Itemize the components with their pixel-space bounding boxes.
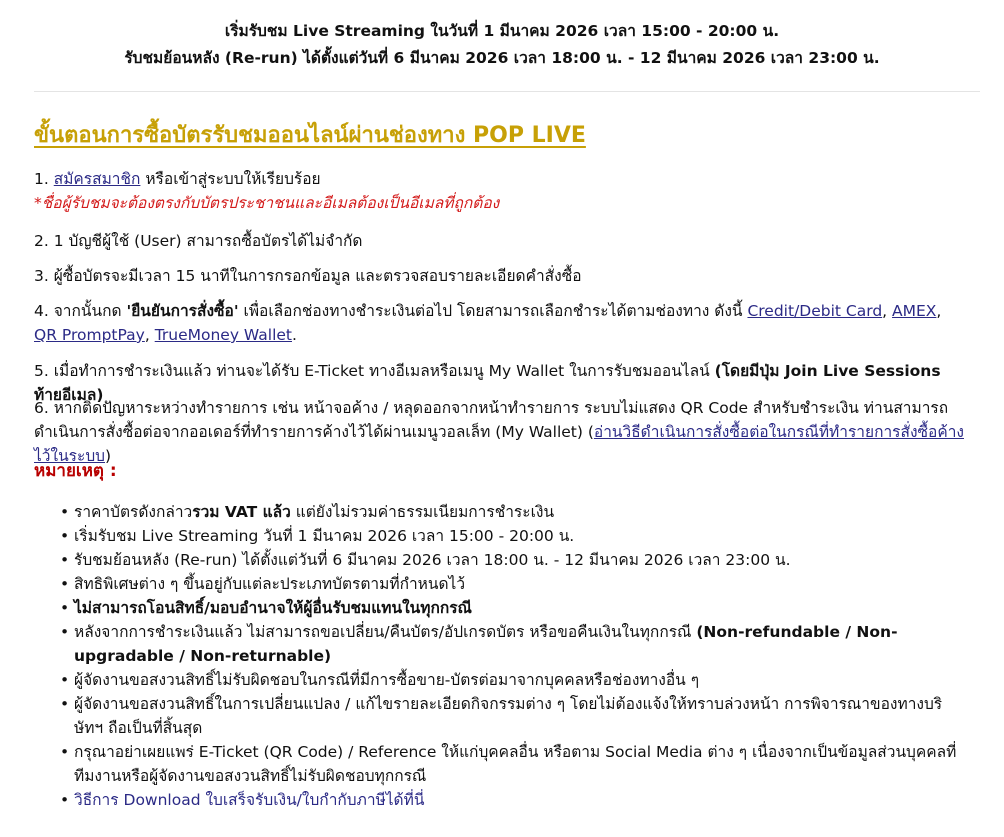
- step-6: [34, 396, 969, 468]
- note-third-party: • ผู้จัดงานขอสงวนสิทธิ์ไม่รับผิดชอบในกรณีที่มีการซื้อขาย-บัตรต่อมาจากบุคคลหรือช่องทางอื่น ๆ: [60, 668, 965, 692]
- live-schedule-line: เริ่มรับชม Live Streaming ในวันที่ 1 มีนาคม 2026 เวลา 15:00 - 20:00 น.: [224, 22, 780, 40]
- non-refundable-label: (Non-refundable / Non-upgradable / Non-returnable): [74, 623, 898, 665]
- divider: [34, 91, 980, 92]
- note-text: ราคาบัตรดังกล่าว: [74, 503, 193, 521]
- note-receipt: [60, 788, 965, 812]
- step-2: 2. 1 บัญชีผู้ใช้ (User) สามารถซื้อบัตรได้ไม่จำกัด: [34, 232, 363, 250]
- schedule-header: [0, 18, 1004, 72]
- notes-title: หมายเหตุ :: [34, 461, 117, 481]
- separator: ,: [882, 302, 893, 320]
- step-3: 3. ผู้ซื้อบัตรจะมีเวลา 15 นาทีในการกรอกข้อมูล และตรวจสอบรายละเอียดคำสั่งซื้อ: [34, 267, 582, 285]
- register-link[interactable]: สมัครสมาชิก: [53, 170, 141, 188]
- step-1: [34, 167, 969, 215]
- step-1-text: หรือเข้าสู่ระบบให้เรียบร้อย: [145, 170, 321, 188]
- note-rerun-time: • รับชมย้อนหลัง (Re-run) ได้ตั้งแต่วันที่ 6 มีนาคม 2026 เวลา 18:00 น. - 12 มีนาคม 2026 เวลา 23:00 น.: [60, 548, 965, 572]
- name-warning: *ชื่อผู้รับชมจะต้องตรงกับบัตรประชาชนและอีเมลต้องเป็นอีเมลที่ถูกต้อง: [34, 194, 500, 212]
- separator: ,: [144, 326, 155, 344]
- note-text: แต่ยังไม่รวมค่าธรรมเนียมการชำระเงิน: [290, 503, 555, 521]
- pending-order-guide-link[interactable]: อ่านวิธีดำเนินการสั่งซื้อต่อในกรณีที่ทำรายการสั่งซื้อค้างไว้ในระบบ: [34, 423, 964, 465]
- no-transfer-text: ไม่สามารถโอนสิทธิ์/มอบอำนาจให้ผู้อื่นรับชมแทนในทุกกรณี: [74, 599, 472, 617]
- step-6-text: 6. หากติดปัญหาระหว่างทำรายการ เช่น หน้าจอค้าง / หลุดออกจากหน้าทำรายการ ระบบไม่แสดง QR Code สำหรับชำระเงิน ท่านสามารถดำเนินการสั่งซื้อต่อจากออเดอร์ที่ทำรายการค้างไว้ได้ผ่านเมนูวอลเล็ท (My Wallet) (: [34, 399, 949, 441]
- separator: ,: [936, 302, 942, 320]
- truemoney-wallet-link[interactable]: TrueMoney Wallet: [154, 326, 292, 344]
- step-5-text: 5. เมื่อทำการชำระเงินแล้ว ท่านจะได้รับ E-Ticket ทางอีเมลหรือเมนู My Wallet ในการรับชมออนไลน์: [34, 362, 715, 380]
- confirm-order-label: 'ยืนยันการสั่งซื้อ': [126, 302, 239, 320]
- qr-promptpay-link[interactable]: QR PromptPay: [34, 326, 145, 344]
- join-live-note: (โดยมีปุ่ม Join Live Sessions ท้ายอีเมล): [34, 362, 941, 404]
- note-privacy: • กรุณาอย่าเผยแพร่ E-Ticket (QR Code) / Reference ให้แก่บุคคลอื่น หรือตาม Social Media ต่าง ๆ เนื่องจากเป็นข้อมูลส่วนบุคคลที่ทีมงานหรือผู้จัดงานขอสงวนสิทธิ์ไม่รับผิดชอบทุกกรณี: [60, 740, 965, 788]
- vat-included-label: รวม VAT แล้ว: [192, 503, 291, 521]
- page-title: ขั้นตอนการซื้อบัตรรับชมออนไลน์ผ่านช่องทาง POP LIVE: [34, 123, 586, 148]
- close-paren: ): [105, 447, 112, 465]
- step-4: [34, 299, 969, 347]
- amex-link[interactable]: AMEX: [892, 302, 937, 320]
- step-4-text-2: เพื่อเลือกช่องทางชำระเงินต่อไป โดยสามารถเลือกชำระได้ตามช่องทาง ดังนี้: [238, 302, 748, 320]
- download-receipt-link[interactable]: วิธีการ Download ใบเสร็จรับเงิน/ใบกำกับภาษีได้ที่นี่: [74, 791, 425, 809]
- note-vat: [60, 500, 965, 524]
- note-changes: • ผู้จัดงานขอสงวนสิทธิ์ในการเปลี่ยนแปลง / แก้ไขรายละเอียดกิจกรรมต่าง ๆ โดยไม่ต้องแจ้งให้ทราบล่วงหน้า การพิจารณาของทางบริษัทฯ ถือเป็นที่สิ้นสุด: [60, 692, 965, 740]
- credit-debit-card-link[interactable]: Credit/Debit Card: [747, 302, 883, 320]
- note-text: หลังจากการชำระเงินแล้ว ไม่สามารถขอเปลี่ยน/คืนบัตร/อัปเกรดบัตร หรือขอคืนเงินในทุกกรณี: [74, 623, 697, 641]
- note-privileges: • สิทธิพิเศษต่าง ๆ ขึ้นอยู่กับแต่ละประเภทบัตรตามที่กำหนดไว้: [60, 572, 965, 596]
- note-live-time: • เริ่มรับชม Live Streaming วันที่ 1 มีนาคม 2026 เวลา 15:00 - 20:00 น.: [60, 524, 965, 548]
- step-4-text: 4. จากนั้นกด: [34, 302, 127, 320]
- note-no-refund: [60, 620, 965, 668]
- period: .: [292, 326, 297, 344]
- note-no-transfer: [60, 596, 965, 620]
- step-1-number: 1.: [34, 170, 49, 188]
- rerun-schedule-line: รับชมย้อนหลัง (Re-run) ได้ตั้งแต่วันที่ 6 มีนาคม 2026 เวลา 18:00 น. - 12 มีนาคม 2026 เวลา 23:00 น.: [124, 49, 880, 67]
- notes-list: [60, 500, 965, 812]
